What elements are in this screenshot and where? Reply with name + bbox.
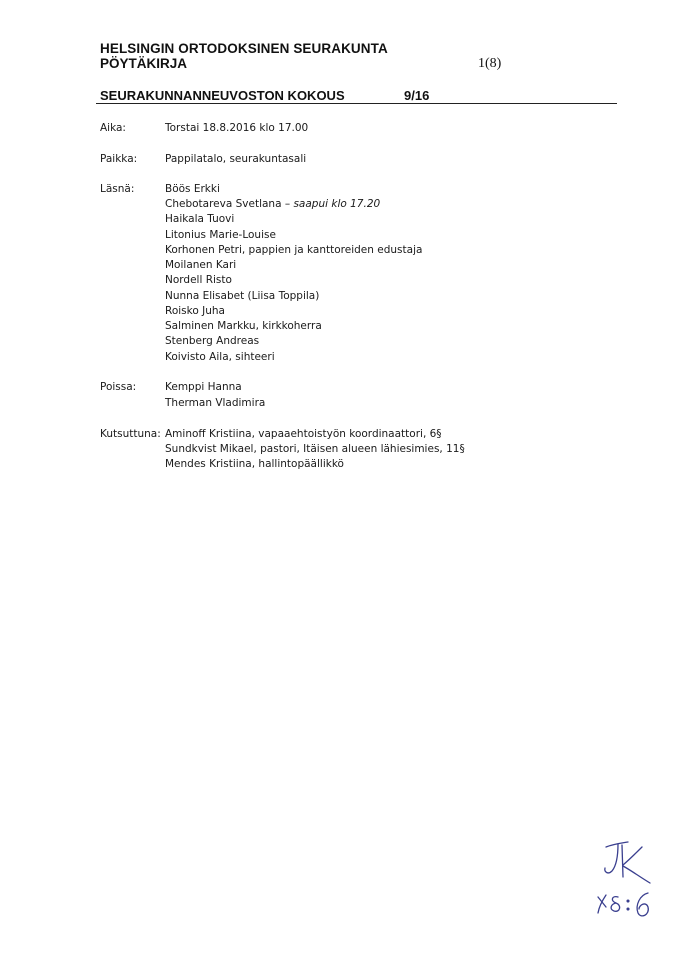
time-value: Torstai 18.8.2016 klo 17.00 bbox=[165, 122, 309, 134]
present-member: Nordell Risto bbox=[165, 274, 232, 286]
present-member-name: Chebotareva Svetlana – bbox=[165, 198, 294, 210]
absent-member: Therman Vladimira bbox=[165, 397, 266, 409]
arrival-note: saapui klo 17.20 bbox=[293, 198, 381, 210]
present-member: Koivisto Aila, sihteeri bbox=[165, 351, 275, 363]
time-label: Aika: bbox=[100, 122, 126, 134]
present-member: Haikala Tuovi bbox=[165, 213, 235, 225]
meeting-number: 9/16 bbox=[404, 88, 430, 103]
present-member: Roisko Juha bbox=[165, 305, 225, 317]
invited-member: Aminoff Kristiina, vapaaehtoistyön koordinaattori, 6§ bbox=[165, 428, 442, 440]
present-member bbox=[165, 197, 380, 212]
invited-label: Kutsuttuna: bbox=[100, 428, 161, 440]
header-divider bbox=[96, 103, 617, 104]
handwritten-signature bbox=[592, 835, 662, 935]
organization-name: HELSINGIN ORTODOKSINEN SEURAKUNTA bbox=[100, 41, 388, 56]
present-member: Moilanen Kari bbox=[165, 259, 237, 271]
place-value: Pappilatalo, seurakuntasali bbox=[165, 153, 307, 165]
present-member: Böös Erkki bbox=[165, 183, 220, 195]
present-member: Salminen Markku, kirkkoherra bbox=[165, 320, 322, 332]
meeting-title: SEURAKUNNANNEUVOSTON KOKOUS bbox=[100, 88, 345, 103]
invited-member: Sundkvist Mikael, pastori, Itäisen alueen lähiesimies, 11§ bbox=[165, 443, 465, 455]
page-number: 1(8) bbox=[478, 56, 502, 71]
document-type: PÖYTÄKIRJA bbox=[100, 56, 188, 71]
present-member: Korhonen Petri, pappien ja kanttoreiden edustaja bbox=[165, 244, 423, 256]
present-member: Stenberg Andreas bbox=[165, 335, 260, 347]
present-label: Läsnä: bbox=[100, 183, 135, 195]
invited-member: Mendes Kristiina, hallintopäällikkö bbox=[165, 458, 344, 470]
absent-label: Poissa: bbox=[100, 381, 137, 393]
absent-member: Kemppi Hanna bbox=[165, 381, 242, 393]
present-member: Litonius Marie-Louise bbox=[165, 229, 276, 241]
present-member: Nunna Elisabet (Liisa Toppila) bbox=[165, 290, 320, 302]
place-label: Paikka: bbox=[100, 153, 138, 165]
